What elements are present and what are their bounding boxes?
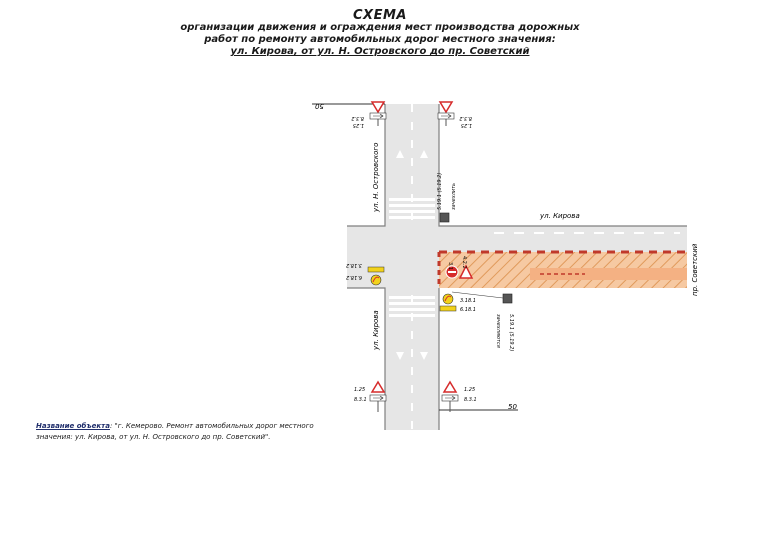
sign-left-mid-code: 3.18.2 <box>346 262 362 268</box>
light-bottom-note: зачехляются <box>495 314 501 348</box>
object-text-2: значения: ул. Кирова, от ул. Н. Островского до пр. Советский". <box>36 433 271 441</box>
title-line-2: работ по ремонту автомобильных дорог местного значения: <box>204 34 556 45</box>
sign-bottom-left-code: 1.25 <box>354 387 366 393</box>
sign-bottom-right-code: 1.25 <box>464 387 476 393</box>
work-zone-strip <box>530 268 687 280</box>
sign-right-mid-code: 3.18.1 <box>460 298 476 304</box>
sign-bottom-right <box>442 382 458 412</box>
distance-bottom: 50 <box>508 403 517 411</box>
sign-top-left-code: 1.25 <box>352 122 364 128</box>
light-top-note: зачехлить <box>451 182 457 210</box>
sign-top-left-plate: 8.3.2 <box>351 115 364 121</box>
title-line-1: организации движения и ограждения мест производства дорожных <box>180 22 580 33</box>
sign-right-mid <box>440 294 456 311</box>
traffic-light-bottom <box>503 294 512 303</box>
sign-bottom-left <box>370 382 386 412</box>
distance-top: 50 <box>315 102 324 110</box>
title-main: СХЕМА <box>353 8 407 23</box>
sign-bottom-right-plate: 8.3.1 <box>464 397 477 403</box>
object-text-1: : "г. Кемерово. Ремонт автомобильных дорог местного <box>109 422 314 430</box>
street-kirova-top: ул. Кирова <box>540 212 580 220</box>
street-sovetsky: пр. Советский <box>691 243 699 296</box>
lane-sign-a-code: 3.1 <box>447 262 453 270</box>
street-kirova-left: ул. Кирова <box>372 310 380 350</box>
title-line-3: ул. Кирова, от ул. Н. Островского до пр. Советский <box>230 46 530 57</box>
object-label: Название объекта <box>36 422 110 430</box>
sign-top-right-code: 1.25 <box>460 122 472 128</box>
object-block <box>36 421 336 443</box>
sign-bottom-left-plate: 8.3.1 <box>354 397 367 403</box>
sign-top-right <box>438 102 454 126</box>
sign-top-left <box>370 102 386 126</box>
street-ostrovskogo: ул. Н. Островского <box>372 142 380 212</box>
sign-top-right-plate: 8.3.2 <box>459 115 472 121</box>
light-bottom-code: 5.19.1 (5.19.2) <box>508 314 514 352</box>
traffic-light-top <box>440 213 449 222</box>
sign-left-mid-plate: 6.18.2 <box>346 274 362 280</box>
light-top-code: 5.19.1 (5.19.2) <box>437 172 443 210</box>
sign-right-mid-plate: 6.18.1 <box>460 307 476 313</box>
lane-sign-b-code: 4.2.2 <box>461 256 467 269</box>
